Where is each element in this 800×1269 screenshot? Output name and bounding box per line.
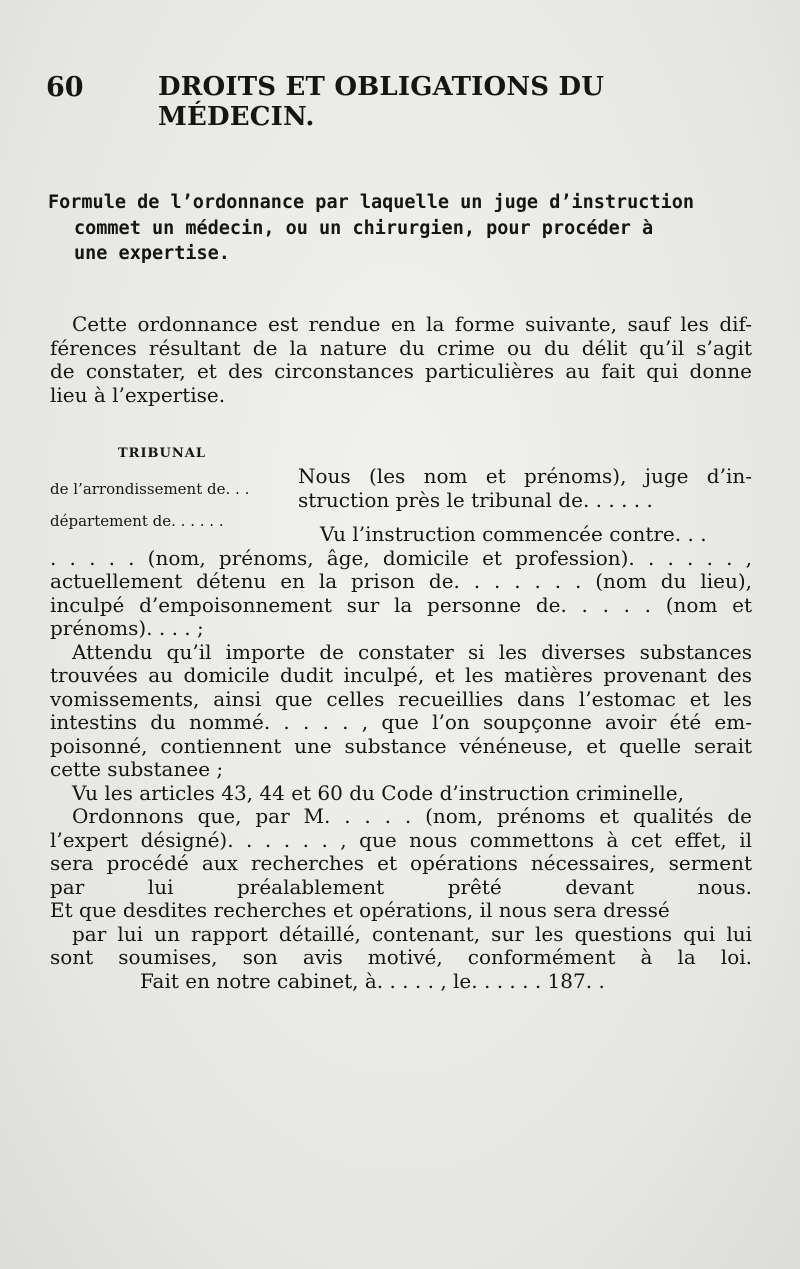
text-line: inculpé d’empoisonnement sur la personne de. . . . . (nom et xyxy=(50,592,752,617)
running-title: DROITS ET OBLIGATIONS DU MÉDECIN. xyxy=(158,72,605,132)
text-line: lieu à l’expertise. xyxy=(50,382,226,407)
text-line: par lui préalablement prêté devant nous. xyxy=(50,874,752,899)
heading-line: Formule de l’ordonnance par laquelle un juge d’instruction xyxy=(48,192,695,213)
nous-block xyxy=(298,464,752,512)
text-line: . . . . . (nom, prénoms, âge, domicile et profession). . . . . . , xyxy=(50,545,752,570)
text-line: intestins du nommé. . . . . , que l’on soupçonne avoir été em- xyxy=(50,710,752,734)
heading-line: une expertise. xyxy=(74,243,230,264)
heading-line: commet un médecin, ou un chirurgien, pour procéder à xyxy=(74,217,654,239)
text-line: poisonné, contiennent une substance vénéneuse, et quelle serait xyxy=(50,733,752,758)
text-line: l’expert désigné). . . . . . , que nous commettons à cet effet, il xyxy=(50,827,752,852)
text-line: Vu les articles 43, 44 et 60 du Code d’instruction criminelle, xyxy=(72,780,684,805)
text-line: Vu l’instruction commencée contre. . . xyxy=(320,522,707,546)
signature-line: Fait en notre cabinet, à. . . . . , le. . . . . . 187. . xyxy=(140,968,605,993)
text-line: sera procédé aux recherches et opérations nécessaires, serment xyxy=(50,851,752,875)
text-line: vomissements, ainsi que celles recueillies dans l’estomac et les xyxy=(50,686,752,711)
arrondissement-label: de l’arrondissement de. . . xyxy=(50,480,250,498)
intro-paragraph xyxy=(50,313,752,407)
text-line: cette substanee ; xyxy=(50,757,224,781)
section-heading xyxy=(48,190,754,267)
text-line: Cette ordonnance est rendue en la forme suivante, sauf les dif- xyxy=(72,312,752,336)
text-line: prénoms). . . . ; xyxy=(50,616,204,640)
text-line: Ordonnons que, par M. . . . . (nom, prénoms et qualités de xyxy=(72,804,752,828)
page-number: 60 xyxy=(46,72,84,103)
departement-label: département de. . . . . . xyxy=(50,512,224,530)
text-line: Attendu qu’il importe de constater si les diverses substances xyxy=(72,639,752,664)
text-line: struction près le tribunal de. . . . . . xyxy=(298,488,653,512)
text-line: Et que desdites recherches et opérations, il nous sera dressé xyxy=(50,898,670,922)
tribunal-label: TRIBUNAL xyxy=(118,446,206,461)
text-line: sont soumises, son avis motivé, conformément à la loi. xyxy=(50,945,752,969)
text-line: par lui un rapport détaillé, contenant, sur les questions qui lui xyxy=(72,921,752,946)
text-line: actuellement détenu en la prison de. . . . . . . (nom du lieu), xyxy=(50,569,752,593)
text-line: férences résultant de la nature du crime ou du délit qu’il s’agit xyxy=(50,335,752,360)
page-header xyxy=(46,72,746,132)
text-line: trouvées au domicile dudit inculpé, et les matières provenant des xyxy=(50,663,752,687)
ordonnance-body xyxy=(50,523,752,993)
text-line: de constater, et des circonstances particulières au fait qui donne xyxy=(50,359,752,383)
text-line: Nous (les nom et prénoms), juge d’in- xyxy=(298,464,752,488)
